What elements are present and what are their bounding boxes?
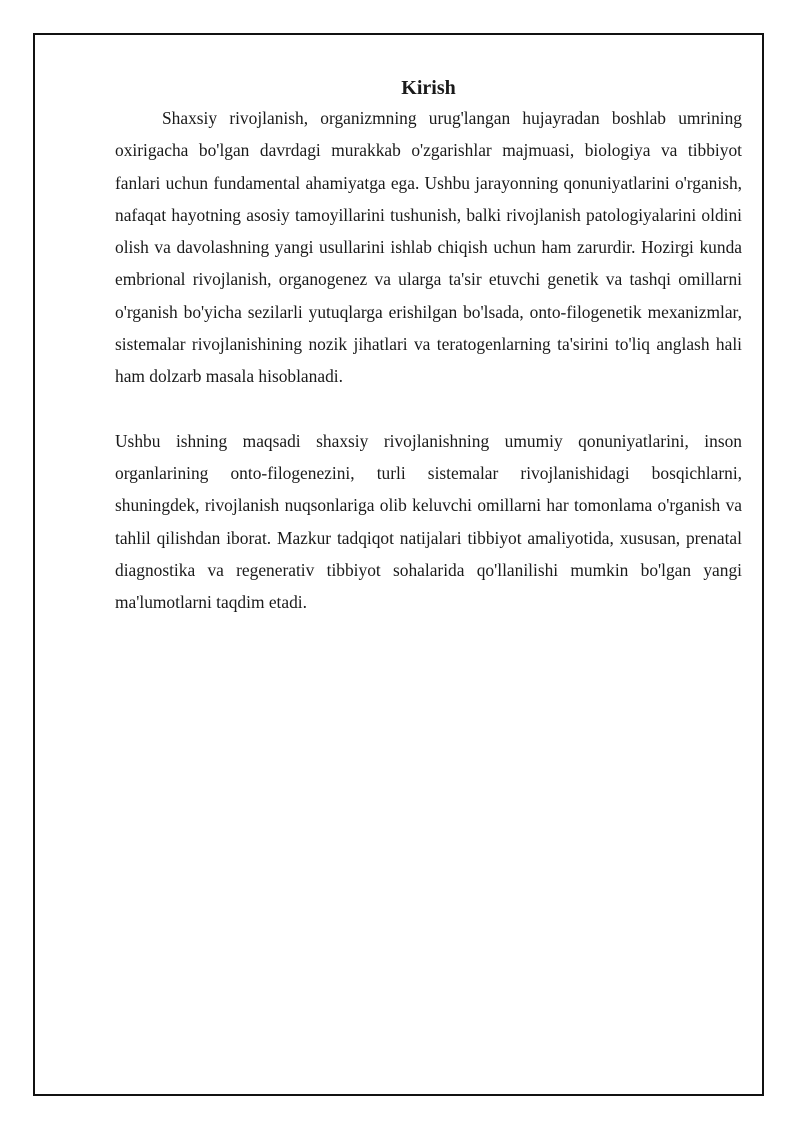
document-body bbox=[115, 74, 742, 618]
document-title: Kirish bbox=[401, 77, 456, 99]
paragraph-spacer bbox=[115, 393, 742, 425]
paragraph-introduction: Shaxsiy rivojlanish, organizmning urug'langan hujayradan boshlab umrining oxirigacha bo'lgan davrdagi murakkab o'zgarishlar majmuasi, biologiya va tibbiyot fanlari uchun fundamental ahamiyatga ega. Ushbu jarayonning qonuniyatlarini o'rganish, nafaqat hayotning asosiy tamoyillarini tushunish, balki rivojlanish patologiyalarini oldini olish va davolashning yangi usullarini ishlab chiqish uchun ham zarurdir. Hozirgi kunda embrional rivojlanish, organogenez va ularga ta'sir etuvchi genetik va tashqi omillarni o'rganish bo'yicha sezilarli yutuqlarga erishilgan bo'lsada, onto-filogenetik mexanizmlar, sistemalar rivojlanishining nozik jihatlari va teratogenlarning ta'sirini to'liq anglash hali ham dolzarb masala hisoblanadi. bbox=[115, 108, 742, 387]
paragraph-objective: Ushbu ishning maqsadi shaxsiy rivojlanishning umumiy qonuniyatlarini, inson organlarining onto-filogenezini, turli sistemalar rivojlanishidagi bosqichlarni, shuningdek, rivojlanish nuqsonlariga olib keluvchi omillarni har tomonlama o'rganish va tahlil qilishdan iborat. Mazkur tadqiqot natijalari tibbiyot amaliyotida, xususan, prenatal diagnostika va regenerativ tibbiyot sohalarida qo'llanilishi mumkin bo'lgan yangi ma'lumotlarni taqdim etadi. bbox=[115, 430, 742, 613]
